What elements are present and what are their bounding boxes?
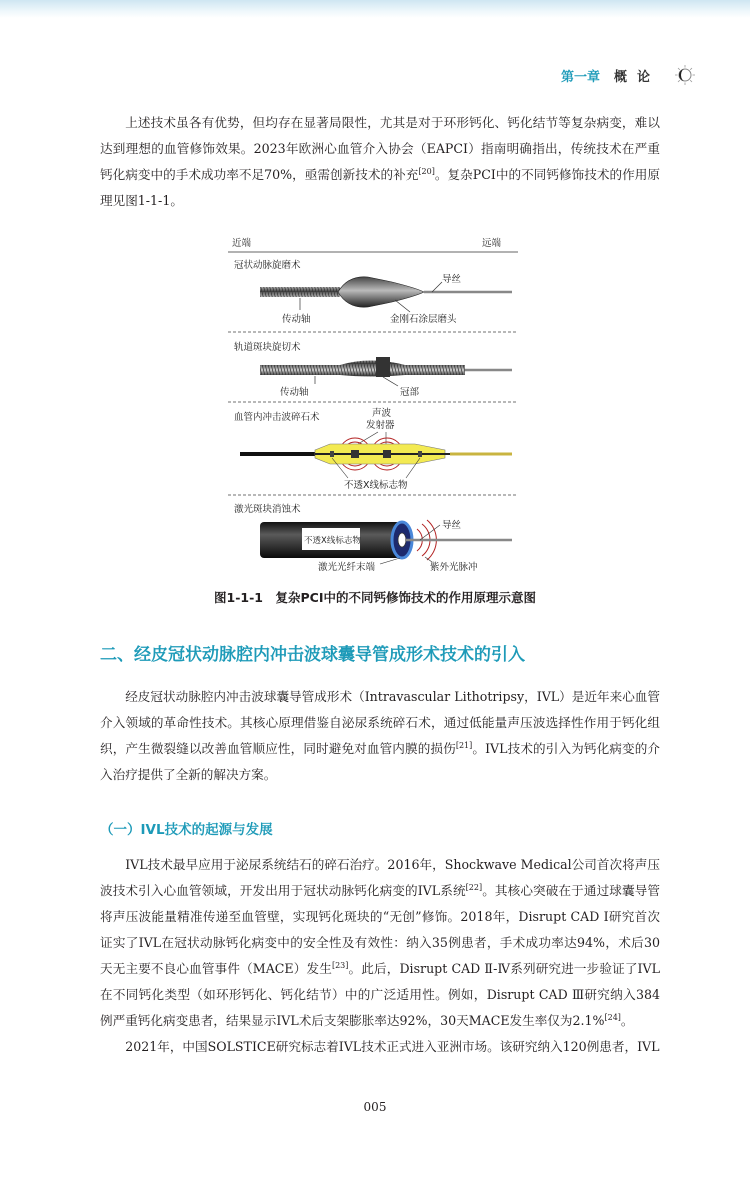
figure-caption: 图1-1-1 复杂PCI中的不同钙修饰技术的作用原理示意图 — [214, 590, 536, 605]
panel3-marker-label: 不透X线标志物 — [344, 480, 408, 491]
far-end-label: 远端 — [482, 238, 502, 249]
p1-text-a: 上述技术虽各有优势，但均存在显著局限性，尤其是对于环形钙化、钙化结节等复杂病变，难以达到理想的血管修饰效果。2023年欧洲心血管介入协会（EAPCI）指南明确指出，传统技术在严重钙化病变中的手术成功率不足70%，亟需创新技术的补充 — [100, 115, 660, 182]
p2-text-b: 。IVL技术的引入为钙化病变的介入治疗提供了全新的解决方案。 — [100, 741, 661, 782]
citation-23: [23] — [331, 960, 349, 970]
panel-laser-atherectomy — [234, 503, 512, 573]
panel2-title: 轨道斑块旋切术 — [234, 342, 301, 353]
panel3-emitter-line2: 发射器 — [366, 420, 395, 431]
panel4-title: 激光斑块消蚀术 — [234, 504, 301, 515]
panel-rotational-atherectomy — [234, 259, 512, 325]
p3-text-c: 。此后，Disrupt CAD Ⅱ-Ⅳ系列研究进一步验证了IVL在不同钙化类型（如环形钙化、钙化结节）中的广泛适用性。例如，Disrupt CAD Ⅲ研究纳入384例严重钙化病变患者，结果显示IVL术后支架膨胀率达92%，30天MACE发生率仅为2.1% — [100, 961, 660, 1028]
citation-21: [21] — [455, 740, 473, 750]
p3-text-d: 。 — [620, 1013, 634, 1028]
running-header — [561, 64, 696, 86]
citation-24: [24] — [604, 1012, 621, 1022]
calcium-modification-figure — [220, 232, 520, 577]
chapter-title: 概论 — [613, 69, 660, 85]
p3-text-b: 。其核心突破在于通过球囊导管将声压波能量精准传递至血管壁，实现钙化斑块的“无创”修饰。2018年，Disrupt CAD Ⅰ研究首次证实了IVL在冠状动脉钙化病变中的安全性及有效性：纳入35例患者，手术成功率达94%，术后30天无主要不良心血管事件（MACE）发生 — [100, 883, 661, 976]
panel-orbital-atherectomy — [234, 341, 512, 398]
p2-text-a: 经皮冠状动脉腔内冲击波球囊导管成形术（Intravascular Lithotripsy，IVL）是近年来心血管介入领域的革命性技术。其核心原理借鉴自泌尿系统碎石术，通过低能量声压波选择性作用于钙化组织，产生微裂缝以改善血管顺应性，同时避免对血管内膜的损伤 — [100, 689, 660, 756]
panel3-title: 血管内冲击波碎石术 — [234, 412, 320, 423]
paragraph-3 — [100, 852, 660, 1034]
paragraph-4: 2021年，中国SOLSTICE研究标志着IVL技术正式进入亚洲市场。该研究纳入120例患者，IVL — [125, 1039, 660, 1054]
header-bar — [0, 0, 750, 18]
panel3-emitter-line1: 声波 — [372, 408, 392, 419]
paragraph-1 — [100, 110, 660, 214]
panel4-fiber-label: 激光光纤末端 — [318, 562, 376, 573]
p1-text-b: 。复杂PCI中的不同钙修饰技术的作用原理见图1-1-1。 — [100, 167, 660, 208]
panel4-guidewire-label: 导丝 — [442, 520, 462, 531]
page-number: 005 — [363, 1100, 387, 1114]
section-2-heading: 二、经皮冠状动脉腔内冲击波球囊导管成形术技术的引入 — [100, 645, 525, 665]
panel1-guidewire-label: 导丝 — [442, 274, 462, 285]
panel1-shaft-label: 传动轴 — [282, 314, 311, 325]
panel1-title: 冠状动脉旋磨术 — [234, 260, 301, 271]
panel4-uv-label: 紫外光脉冲 — [430, 562, 478, 573]
panel2-crown-label: 冠部 — [400, 387, 420, 398]
p3-text-a: IVL技术最早应用于泌尿系统结石的碎石治疗。2016年，Shockwave Medical公司首次将声压波技术引入心血管领域，开发出用于冠状动脉钙化病变的IVL系统 — [100, 857, 660, 898]
panel-intravascular-lithotripsy — [234, 407, 512, 491]
panel1-burr-label: 金刚石涂层磨头 — [390, 314, 457, 325]
citation-22: [22] — [465, 882, 483, 892]
subsection-1-heading: （一）IVL技术的起源与发展 — [100, 822, 273, 838]
near-end-label: 近端 — [232, 238, 252, 249]
paragraph-2 — [100, 684, 660, 788]
moon-sun-icon — [674, 64, 696, 86]
panel2-shaft-label: 传动轴 — [280, 387, 309, 398]
panel4-marker-label: 不透X线标志物 — [304, 536, 361, 546]
citation-20: [20] — [418, 166, 435, 176]
chapter-label: 第一章 — [560, 69, 600, 85]
